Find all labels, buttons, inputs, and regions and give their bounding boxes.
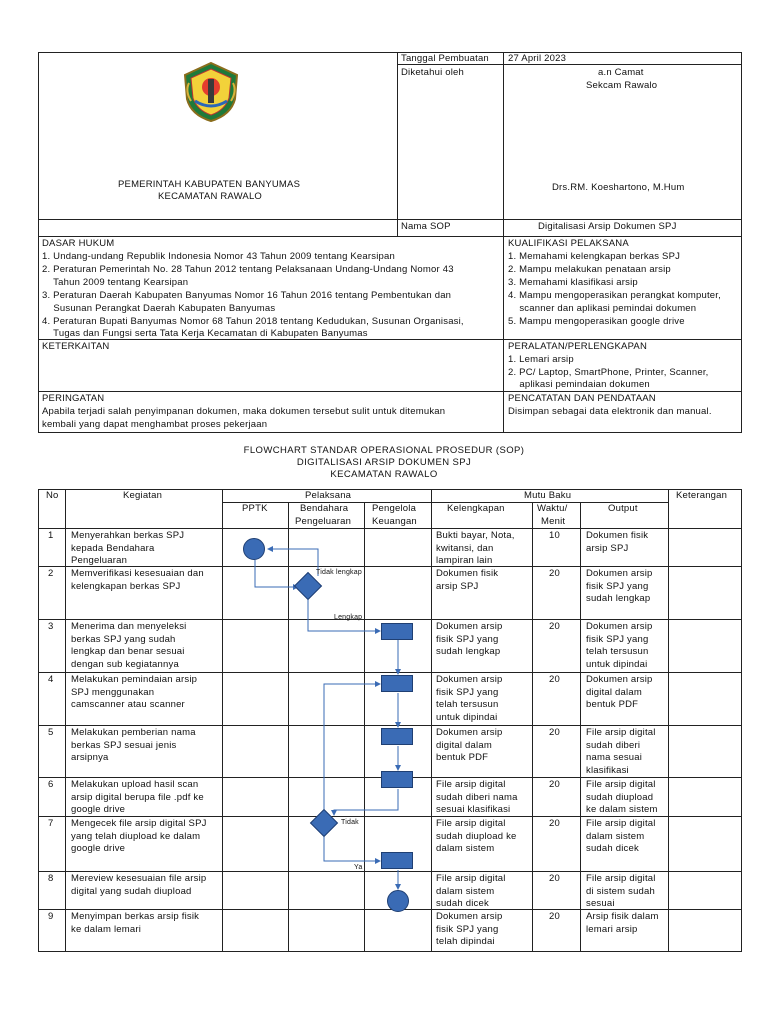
row-kegiatan: yang telah diupload ke dalam	[71, 830, 201, 842]
dasar-hukum-line: 4. Peraturan Bupati Banyumas Nomor 68 Tahun 2018 tentang Kedudukan, Susunan Organisasi,	[42, 316, 464, 327]
org-line-2: KECAMATAN RAWALO	[158, 191, 263, 202]
row-kelengkapan: File arsip digital	[436, 779, 506, 790]
row-output: Dokumen arsip	[586, 674, 653, 685]
row-output: Dokumen fisik	[586, 530, 649, 541]
row-kelengkapan: File arsip digital	[436, 873, 506, 884]
kualifikasi-title: KUALIFIKASI PELAKSANA	[508, 238, 629, 249]
row-kelengkapan: dalam sistem	[436, 885, 495, 897]
col-bendahara: Bendahara	[300, 503, 349, 514]
end-terminator	[387, 890, 409, 912]
signer-name: Drs.RM. Koeshartono, M.Hum	[552, 182, 685, 193]
peringatan-title: PERINGATAN	[42, 393, 105, 404]
row-kegiatan: ke dalam lemari	[71, 923, 142, 935]
row-output: digital dalam	[586, 686, 642, 698]
row-kegiatan: berkas SPJ yang sudah	[71, 633, 176, 645]
row-kegiatan: kelengkapan berkas SPJ	[71, 580, 181, 592]
row-kelengkapan: telah dipindai	[436, 936, 495, 947]
diketahui-label: Diketahui oleh	[401, 67, 465, 78]
row-output: Dokumen arsip	[586, 568, 653, 579]
col-bendahara: Pengeluaran	[295, 516, 352, 527]
label-ya: Ya	[354, 864, 363, 871]
col-kegiatan: Kegiatan	[123, 490, 163, 501]
col-keterangan: Keterangan	[676, 490, 728, 501]
peralatan-line: aplikasi pemindaian dokumen	[508, 379, 650, 390]
row-no: 5	[48, 727, 54, 738]
row-kegiatan: kepada Bendahara	[71, 542, 155, 554]
row-kelengkapan: Dokumen arsip	[436, 674, 503, 685]
row-output: File arsip digital	[586, 818, 656, 829]
row-kelengkapan: Bukti bayar, Nota,	[436, 530, 515, 541]
row-no: 7	[48, 818, 54, 829]
dasar-hukum-line: Tugas dan Fungsi serta Tata Kerja Kecamatan di Kabupaten Banyumas	[42, 328, 368, 339]
row-kelengkapan: sudah diupload ke	[436, 830, 517, 842]
row-kelengkapan: Dokumen arsip	[436, 727, 503, 738]
peringatan-line: kembali yang dapat menghambat proses pekerjaan	[42, 419, 268, 430]
tanggal-value: 27 April 2023	[508, 53, 567, 64]
row-no: 1	[48, 530, 54, 541]
row-kelengkapan: bentuk PDF	[436, 752, 489, 763]
label-tidak-lengkap: Tidak lengkap	[316, 569, 362, 576]
nama-sop-label: Nama SOP	[401, 221, 451, 232]
peralatan-line: 1. Lemari arsip	[508, 354, 574, 365]
row-kelengkapan: untuk dipindai	[436, 711, 498, 723]
row-kelengkapan: fisik SPJ yang	[436, 923, 499, 935]
kualifikasi-line: 1. Memahami kelengkapan berkas SPJ	[508, 251, 681, 262]
row-output: lemari arsip	[586, 923, 638, 935]
an-camat: a.n Camat	[598, 67, 644, 78]
row-kegiatan: SPJ menggunakan	[71, 686, 155, 698]
row-output: di sistem sudah	[586, 885, 656, 897]
dasar-hukum-line: 3. Peraturan Daerah Kabupaten Banyumas Nomor 16 Tahun 2016 tentang Pembentukan dan	[42, 290, 452, 301]
flowchart-title: FLOWCHART STANDAR OPERASIONAL PROSEDUR (SOP)	[243, 445, 525, 456]
process-step-3	[381, 623, 413, 640]
row-kelengkapan: lampiran lain	[436, 555, 493, 566]
col-no: No	[46, 490, 59, 501]
label-lengkap: Lengkap	[334, 614, 363, 621]
row-kegiatan: Melakukan pemberian nama	[71, 727, 196, 738]
row-output: File arsip digital	[586, 873, 656, 884]
row-waktu: 10	[549, 530, 560, 541]
tanggal-label: Tanggal Pembuatan	[401, 53, 489, 64]
row-waktu: 20	[549, 911, 560, 922]
row-output: dalam sistem	[586, 830, 645, 842]
row-kelengkapan: kwitansi, dan	[436, 542, 494, 554]
start-terminator	[243, 538, 265, 560]
keterkaitan-title: KETERKAITAN	[42, 341, 110, 352]
row-kegiatan: digital yang sudah diupload	[71, 885, 192, 897]
row-kelengkapan: arsip SPJ	[436, 580, 479, 592]
row-kelengkapan: dalam sistem	[436, 843, 495, 854]
row-kegiatan: google drive	[71, 843, 126, 854]
row-output: arsip SPJ	[586, 542, 629, 554]
row-output: fisik SPJ yang	[586, 633, 649, 645]
row-kegiatan: Pengeluaran	[71, 555, 128, 566]
kualifikasi-line: 3. Memahami klasifikasi arsip	[508, 277, 638, 288]
row-output: File arsip digital	[586, 779, 656, 790]
row-waktu: 20	[549, 779, 560, 790]
pencatatan-title: PENCATATAN DAN PENDATAAN	[508, 393, 656, 404]
row-output: Arsip fisik dalam	[586, 911, 659, 922]
row-waktu: 20	[549, 674, 560, 685]
peralatan-title: PERALATAN/PERLENGKAPAN	[508, 341, 648, 352]
row-kelengkapan: sudah dicek	[436, 898, 489, 909]
sekcam: Sekcam Rawalo	[586, 80, 658, 91]
row-output: fisik SPJ yang	[586, 580, 649, 592]
row-no: 4	[48, 674, 54, 685]
row-kegiatan: Menyerahkan berkas SPJ	[71, 530, 185, 541]
row-kegiatan: dengan sub kegiatannya	[71, 658, 179, 670]
row-kegiatan: Mengecek file arsip digital SPJ	[71, 818, 207, 829]
kualifikasi-line: 4. Mampu mengoperasikan perangkat komputer,	[508, 290, 721, 301]
row-output: sesuai	[586, 898, 615, 909]
row-output: sudah dicek	[586, 843, 639, 854]
row-waktu: 20	[549, 873, 560, 884]
row-kegiatan: arsip digital berupa file .pdf ke	[71, 791, 204, 803]
dasar-hukum-line: 2. Peraturan Pemerintah No. 28 Tahun 2012 tentang Pelaksanaan Undang-Undang Nomor 43	[42, 264, 454, 275]
row-no: 8	[48, 873, 54, 884]
row-waktu: 20	[549, 818, 560, 829]
row-waktu: 20	[549, 621, 560, 632]
row-kelengkapan: Dokumen arsip	[436, 911, 503, 922]
row-kelengkapan: Dokumen fisik	[436, 568, 499, 579]
row-kelengkapan: sesuai klasifikasi	[436, 804, 511, 815]
flowchart-subtitle: DIGITALISASI ARSIP DOKUMEN SPJ	[296, 457, 472, 468]
dasar-hukum-line: Tahun 2009 tentang Kearsipan	[42, 277, 189, 288]
nama-sop-value: Digitalisasi Arsip Dokumen SPJ	[538, 221, 677, 232]
col-pelaksana: Pelaksana	[305, 490, 352, 501]
row-kegiatan: lengkap dan benar sesuai	[71, 646, 185, 657]
row-kelengkapan: File arsip digital	[436, 818, 506, 829]
dasar-hukum-line: Susunan Perangkat Daerah Kabupaten Banyumas	[42, 303, 276, 314]
process-step-6	[381, 771, 413, 788]
col-pengelola: Pengelola	[372, 503, 417, 514]
dasar-hukum-line: 1. Undang-undang Republik Indonesia Nomor 43 Tahun 2009 tentang Kearsipan	[42, 251, 395, 262]
row-output: File arsip digital	[586, 727, 656, 738]
row-kegiatan: Menyimpan berkas arsip fisik	[71, 911, 200, 922]
row-kegiatan: Melakukan pemindaian arsip	[71, 674, 198, 685]
kualifikasi-line: 5. Mampu mengoperasikan google drive	[508, 316, 685, 327]
row-output: bentuk PDF	[586, 699, 639, 710]
dasar-hukum-title: DASAR HUKUM	[42, 238, 115, 249]
pencatatan-line: Disimpan sebagai data elektronik dan manual.	[508, 406, 712, 417]
col-waktu: Menit	[541, 516, 566, 527]
flowchart-location: KECAMATAN RAWALO	[330, 469, 438, 480]
row-kelengkapan: digital dalam	[436, 739, 492, 751]
process-step-8	[381, 852, 413, 869]
row-kegiatan: Menerima dan menyeleksi	[71, 621, 187, 632]
col-mutu-baku: Mutu Baku	[524, 490, 572, 501]
row-output: untuk dipindai	[586, 658, 648, 670]
col-pengelola: Keuangan	[372, 516, 417, 527]
col-output: Output	[608, 503, 638, 514]
process-step-5	[381, 728, 413, 745]
row-kegiatan: berkas SPJ sesuai jenis	[71, 739, 177, 751]
row-kelengkapan: sudah diberi nama	[436, 791, 518, 803]
row-output: sudah diberi	[586, 739, 641, 751]
row-no: 2	[48, 568, 54, 579]
row-kelengkapan: Dokumen arsip	[436, 621, 503, 632]
row-waktu: 20	[549, 727, 560, 738]
row-output: sudah lengkap	[586, 593, 651, 604]
row-output: Dokumen arsip	[586, 621, 653, 632]
row-no: 3	[48, 621, 54, 632]
process-step-4	[381, 675, 413, 692]
kualifikasi-line: scanner dan aplikasi pemindai dokumen	[508, 303, 697, 314]
row-no: 9	[48, 911, 54, 922]
row-kegiatan: Mereview kesesuaian file arsip	[71, 873, 207, 884]
row-kelengkapan: fisik SPJ yang	[436, 686, 499, 698]
row-kegiatan: Melakukan upload hasil scan	[71, 779, 199, 790]
label-tidak: Tidak	[341, 819, 359, 826]
col-waktu: Waktu/	[537, 503, 568, 514]
row-kegiatan: camscanner atau scanner	[71, 699, 185, 710]
row-output: nama sesuai	[586, 752, 643, 763]
row-output: klasifikasi	[586, 764, 629, 776]
row-kegiatan: arsipnya	[71, 752, 109, 763]
row-output: sudah diupload	[586, 791, 654, 803]
col-pptk: PPTK	[242, 503, 268, 514]
row-kelengkapan: sudah lengkap	[436, 646, 501, 657]
row-waktu: 20	[549, 568, 560, 579]
peringatan-line: Apabila terjadi salah penyimpanan dokumen, maka dokumen tersebut sulit untuk ditemukan	[42, 406, 446, 417]
col-kelengkapan: Kelengkapan	[447, 503, 505, 514]
peralatan-line: 2. PC/ Laptop, SmartPhone, Printer, Scanner,	[508, 367, 709, 378]
row-kegiatan: google drive	[71, 804, 126, 815]
row-output: ke dalam sistem	[586, 804, 658, 815]
row-output: telah tersusun	[586, 646, 649, 657]
row-kegiatan: Memverifikasi kesesuaian dan	[71, 568, 204, 579]
row-no: 6	[48, 779, 54, 790]
row-kelengkapan: telah tersusun	[436, 699, 499, 710]
kualifikasi-line: 2. Mampu melakukan penataan arsip	[508, 264, 671, 275]
row-kelengkapan: fisik SPJ yang	[436, 633, 499, 645]
org-line-1: PEMERINTAH KABUPATEN BANYUMAS	[118, 179, 301, 190]
